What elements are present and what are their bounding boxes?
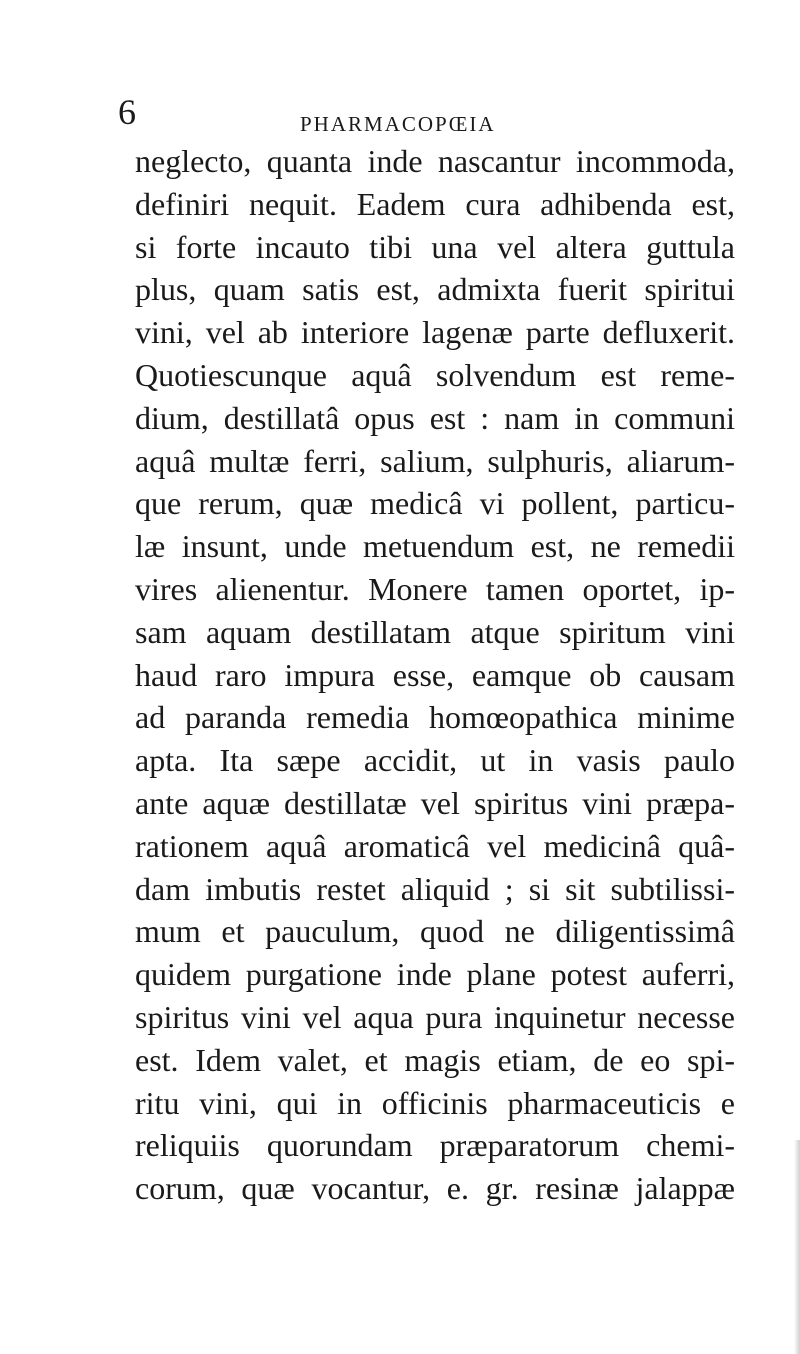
running-head: PHARMACOPŒIA (300, 112, 496, 136)
text-line: spiritus vini vel aqua pura inquinetur necesse (135, 998, 735, 1035)
text-line: corum, quæ vocantur, e. gr. resinæ jalappæ (135, 1170, 735, 1207)
page-number: 6 (118, 92, 136, 132)
page-header (0, 0, 800, 136)
text-line: reliquiis quorundam præparatorum chemi- (135, 1127, 735, 1164)
text-line: dam imbutis restet aliquid ; si sit subtilissi- (135, 870, 735, 907)
text-line: rationem aquâ aromaticâ vel medicinâ quâ- (135, 827, 735, 864)
text-line: aquâ multæ ferri, salium, sulphuris, aliarum- (135, 442, 735, 479)
text-line: vires alienentur. Monere tamen oportet, ip- (135, 570, 735, 607)
text-line: que rerum, quæ medicâ vi pollent, particu- (135, 485, 735, 522)
text-line: definiri nequit. Eadem cura adhibenda est, (135, 185, 735, 222)
text-line: est. Idem valet, et magis etiam, de eo spi- (135, 1041, 735, 1078)
text-line: vini, vel ab interiore lagenæ parte defluxerit. (135, 314, 735, 351)
text-line: ad paranda remedia homœopathica minime (135, 699, 735, 736)
body-text (135, 140, 735, 1210)
text-line: læ insunt, unde metuendum est, ne remedii (135, 528, 735, 565)
text-line: quidem purgatione inde plane potest auferri, (135, 956, 735, 993)
text-line: plus, quam satis est, admixta fuerit spiritui (135, 271, 735, 308)
text-line: sam aquam destillatam atque spiritum vini (135, 613, 735, 650)
text-line: ritu vini, qui in officinis pharmaceuticis e (135, 1084, 735, 1121)
text-line: dium, destillatâ opus est : nam in communi (135, 399, 735, 436)
text-line: apta. Ita sæpe accidit, ut in vasis paulo (135, 742, 735, 779)
text-line: neglecto, quanta inde nascantur incommoda, (135, 143, 735, 179)
text-line: haud raro impura esse, eamque ob causam (135, 656, 735, 693)
text-line: ante aquæ destillatæ vel spiritus vini præpa- (135, 784, 735, 821)
text-line: mum et pauculum, quod ne diligentissimâ (135, 913, 735, 950)
text-line: Quotiescunque aquâ solvendum est reme- (135, 356, 735, 393)
text-line: si forte incauto tibi una vel altera guttula (135, 228, 735, 265)
page-edge-shadow (794, 1140, 800, 1354)
